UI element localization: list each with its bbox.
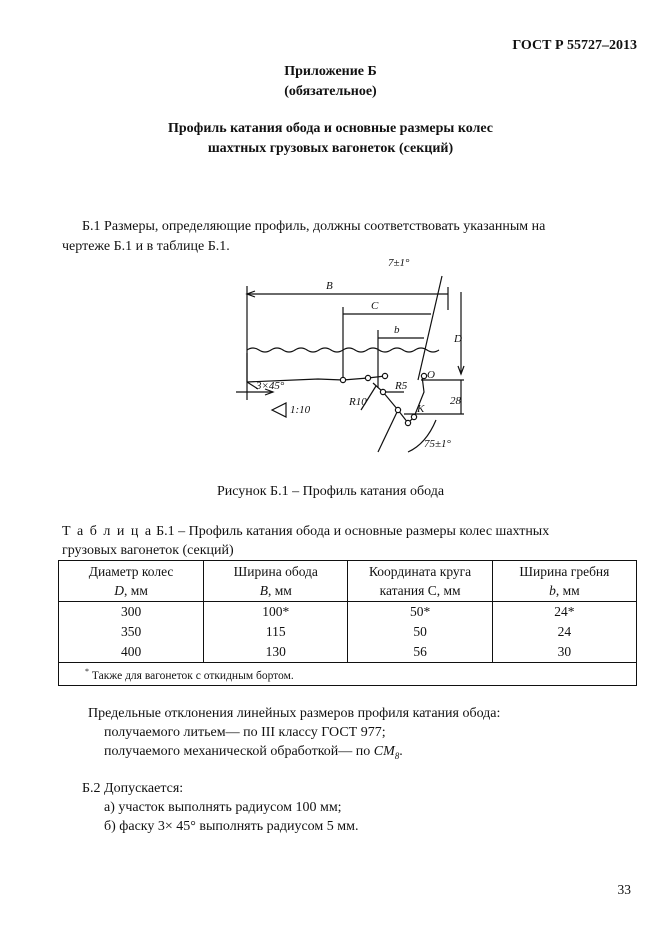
table-cell: 300 [59, 602, 204, 623]
paragraph-b2-item-b: б) фаску 3× 45° выполнять радиусом 5 мм. [104, 819, 359, 834]
table-caption-prefix: Т а б л и ц а [62, 524, 153, 539]
table-cell: 130 [204, 642, 348, 663]
header-cell-circle-coordinate: Координата круга катания C, мм [348, 561, 492, 602]
table-cell: 56 [348, 642, 492, 663]
label-angle-top: 7±1° [388, 257, 410, 269]
table-caption-text: Б.1 – Профиль катания обода и основные размеры колес шахтных [152, 524, 550, 539]
table-row [59, 642, 637, 663]
paragraph-b2-title: Б.2 Допускается: [82, 781, 184, 796]
paragraph-b1-line1: Б.1 Размеры, определяющие профиль, должны соответствовать указанным на [82, 219, 546, 234]
label-c: C [371, 300, 379, 312]
table-caption-line2: грузовых вагонеток (секций) [62, 543, 234, 558]
tolerances-machined: получаемого механической обработкой— по $CM_8$. [104, 744, 403, 761]
label-chamfer: 3×45° [256, 380, 285, 392]
label-dim-28: 28 [450, 395, 461, 407]
wheel-rim-profile-drawing [228, 252, 478, 467]
tolerances-intro: Предельные отклонения линейных размеров профиля катания обода: [88, 706, 501, 721]
paragraph-b2-item-a: а) участок выполнять радиусом 100 мм; [104, 800, 342, 815]
tolerances-cast: получаемого литьем— по III классу ГОСТ 977; [104, 725, 386, 740]
label-r10: R10 [349, 396, 367, 408]
header-cell-diameter: Диаметр колес D, мм [59, 561, 204, 602]
table-caption-line1 [62, 524, 549, 540]
table-cell: 24 [492, 622, 636, 642]
table-cell: 115 [204, 622, 348, 642]
section-heading-line2: шахтных грузовых вагонеток (секций) [207, 141, 454, 156]
label-d: D [454, 333, 462, 345]
table-cell: 350 [59, 622, 204, 642]
table-cell: 50* [348, 602, 492, 623]
label-b-capital: B [326, 280, 333, 292]
table-row [59, 622, 637, 642]
table-header-row [59, 561, 637, 602]
table-cell: 50 [348, 622, 492, 642]
table-cell: 30 [492, 642, 636, 663]
table-cell: 24* [492, 602, 636, 623]
label-k: K [417, 403, 425, 415]
label-r5: R5 [395, 380, 408, 392]
paragraph-b1-line2: чертеже Б.1 и в таблице Б.1. [62, 239, 230, 254]
table-cell: 400 [59, 642, 204, 663]
document-header: ГОСТ Р 55727–2013 [512, 38, 637, 53]
header-cell-flange-width: Ширина гребня b, мм [492, 561, 636, 602]
appendix-title: Приложение Б [284, 64, 377, 79]
page-number: 33 [617, 882, 631, 897]
table-cell: 100* [204, 602, 348, 623]
table-footnote: * Также для вагонеток с откидным бортом. [59, 663, 637, 686]
appendix-status: (обязательное) [284, 84, 377, 99]
label-b-small: b [394, 324, 400, 336]
label-taper: 1:10 [290, 404, 311, 416]
flange-slanted-line [418, 276, 442, 380]
wheel-dimensions-table [58, 560, 637, 686]
table-row [59, 602, 637, 623]
section-heading-line1: Профиль катания обода и основные размеры колес [167, 121, 494, 136]
label-angle-bottom: 75±1° [424, 438, 451, 450]
header-cell-rim-width: Ширина обода B, мм [204, 561, 348, 602]
label-o: O [427, 369, 435, 381]
figure-caption: Рисунок Б.1 – Профиль катания обода [216, 484, 445, 499]
table-footnote-row [59, 663, 637, 686]
